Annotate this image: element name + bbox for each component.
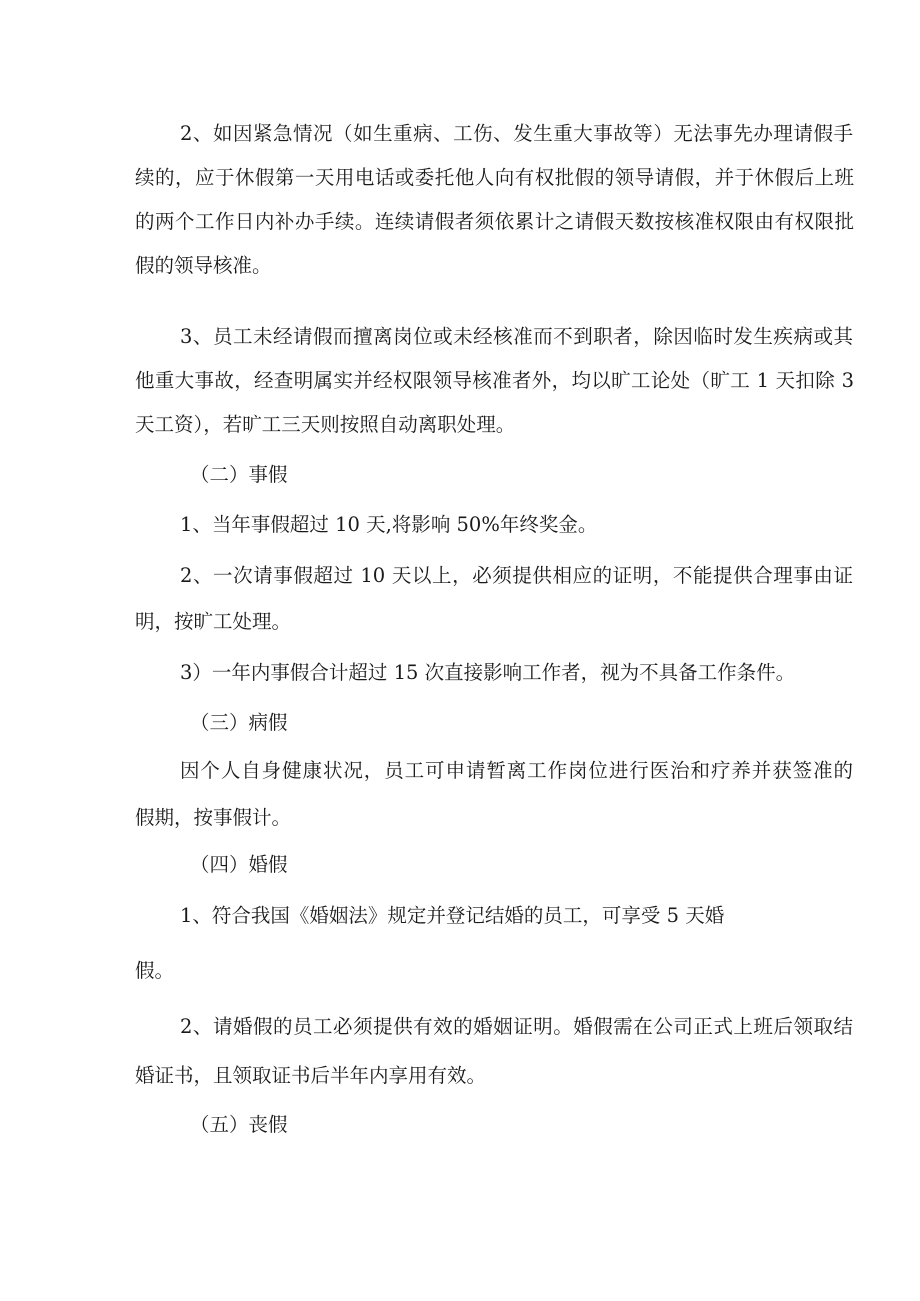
paragraph-line: 假。 — [135, 959, 175, 982]
paragraph-line: 3）一年内事假合计超过 15 次直接影响工作者，视为不具备工作条件。 — [180, 661, 796, 684]
paragraph-line: 明，按旷工处理。 — [135, 610, 292, 633]
paragraph-line: 续的，应于休假第一天用电话或委托他人向有权批假的领导请假，并于休假后上班 — [135, 166, 854, 189]
paragraph-line: 2、如因紧急情况（如生重病、工伤、发生重大事故等）无法事先办理请假手 — [180, 122, 853, 145]
paragraph-line: 他重大事故，经查明属实并经权限领导核准者外，均以旷工论处（旷工 1 天扣除 3 — [135, 369, 854, 392]
paragraph-line: 2、一次请事假超过 10 天以上，必须提供相应的证明，不能提供合理事由证 — [180, 564, 853, 587]
paragraph-line: 假期，按事假计。 — [135, 806, 292, 829]
paragraph-line: 因个人自身健康状况，员工可申请暂离工作岗位进行医治和疗养并获签准的 — [180, 759, 853, 782]
paragraph-line: 的两个工作日内补办手续。连续请假者须依累计之请假天数按核准权限由有权限批 — [135, 210, 854, 233]
paragraph-line: 天工资），若旷工三天则按照自动离职处理。 — [135, 413, 516, 436]
paragraph-line: 婚证书，且领取证书后半年内享用有效。 — [135, 1064, 487, 1087]
section-heading: （四）婚假 — [190, 853, 288, 876]
paragraph-line: 2、请婚假的员工必须提供有效的婚姻证明。婚假需在公司正式上班后领取结 — [180, 1015, 853, 1038]
paragraph-line: 假的领导核准。 — [135, 254, 272, 277]
paragraph-line: 1、当年事假超过 10 天,将影响 50%年终奖金。 — [180, 513, 598, 536]
section-heading: （三）病假 — [190, 711, 288, 734]
section-heading: （五）丧假 — [190, 1113, 288, 1136]
section-heading: （二）事假 — [190, 463, 288, 486]
paragraph-line: 3、员工未经请假而擅离岗位或未经核准而不到职者，除因临时发生疾病或其 — [180, 325, 853, 348]
paragraph-line: 1、符合我国《婚姻法》规定并登记结婚的员工，可享受 5 天婚 — [180, 904, 725, 927]
